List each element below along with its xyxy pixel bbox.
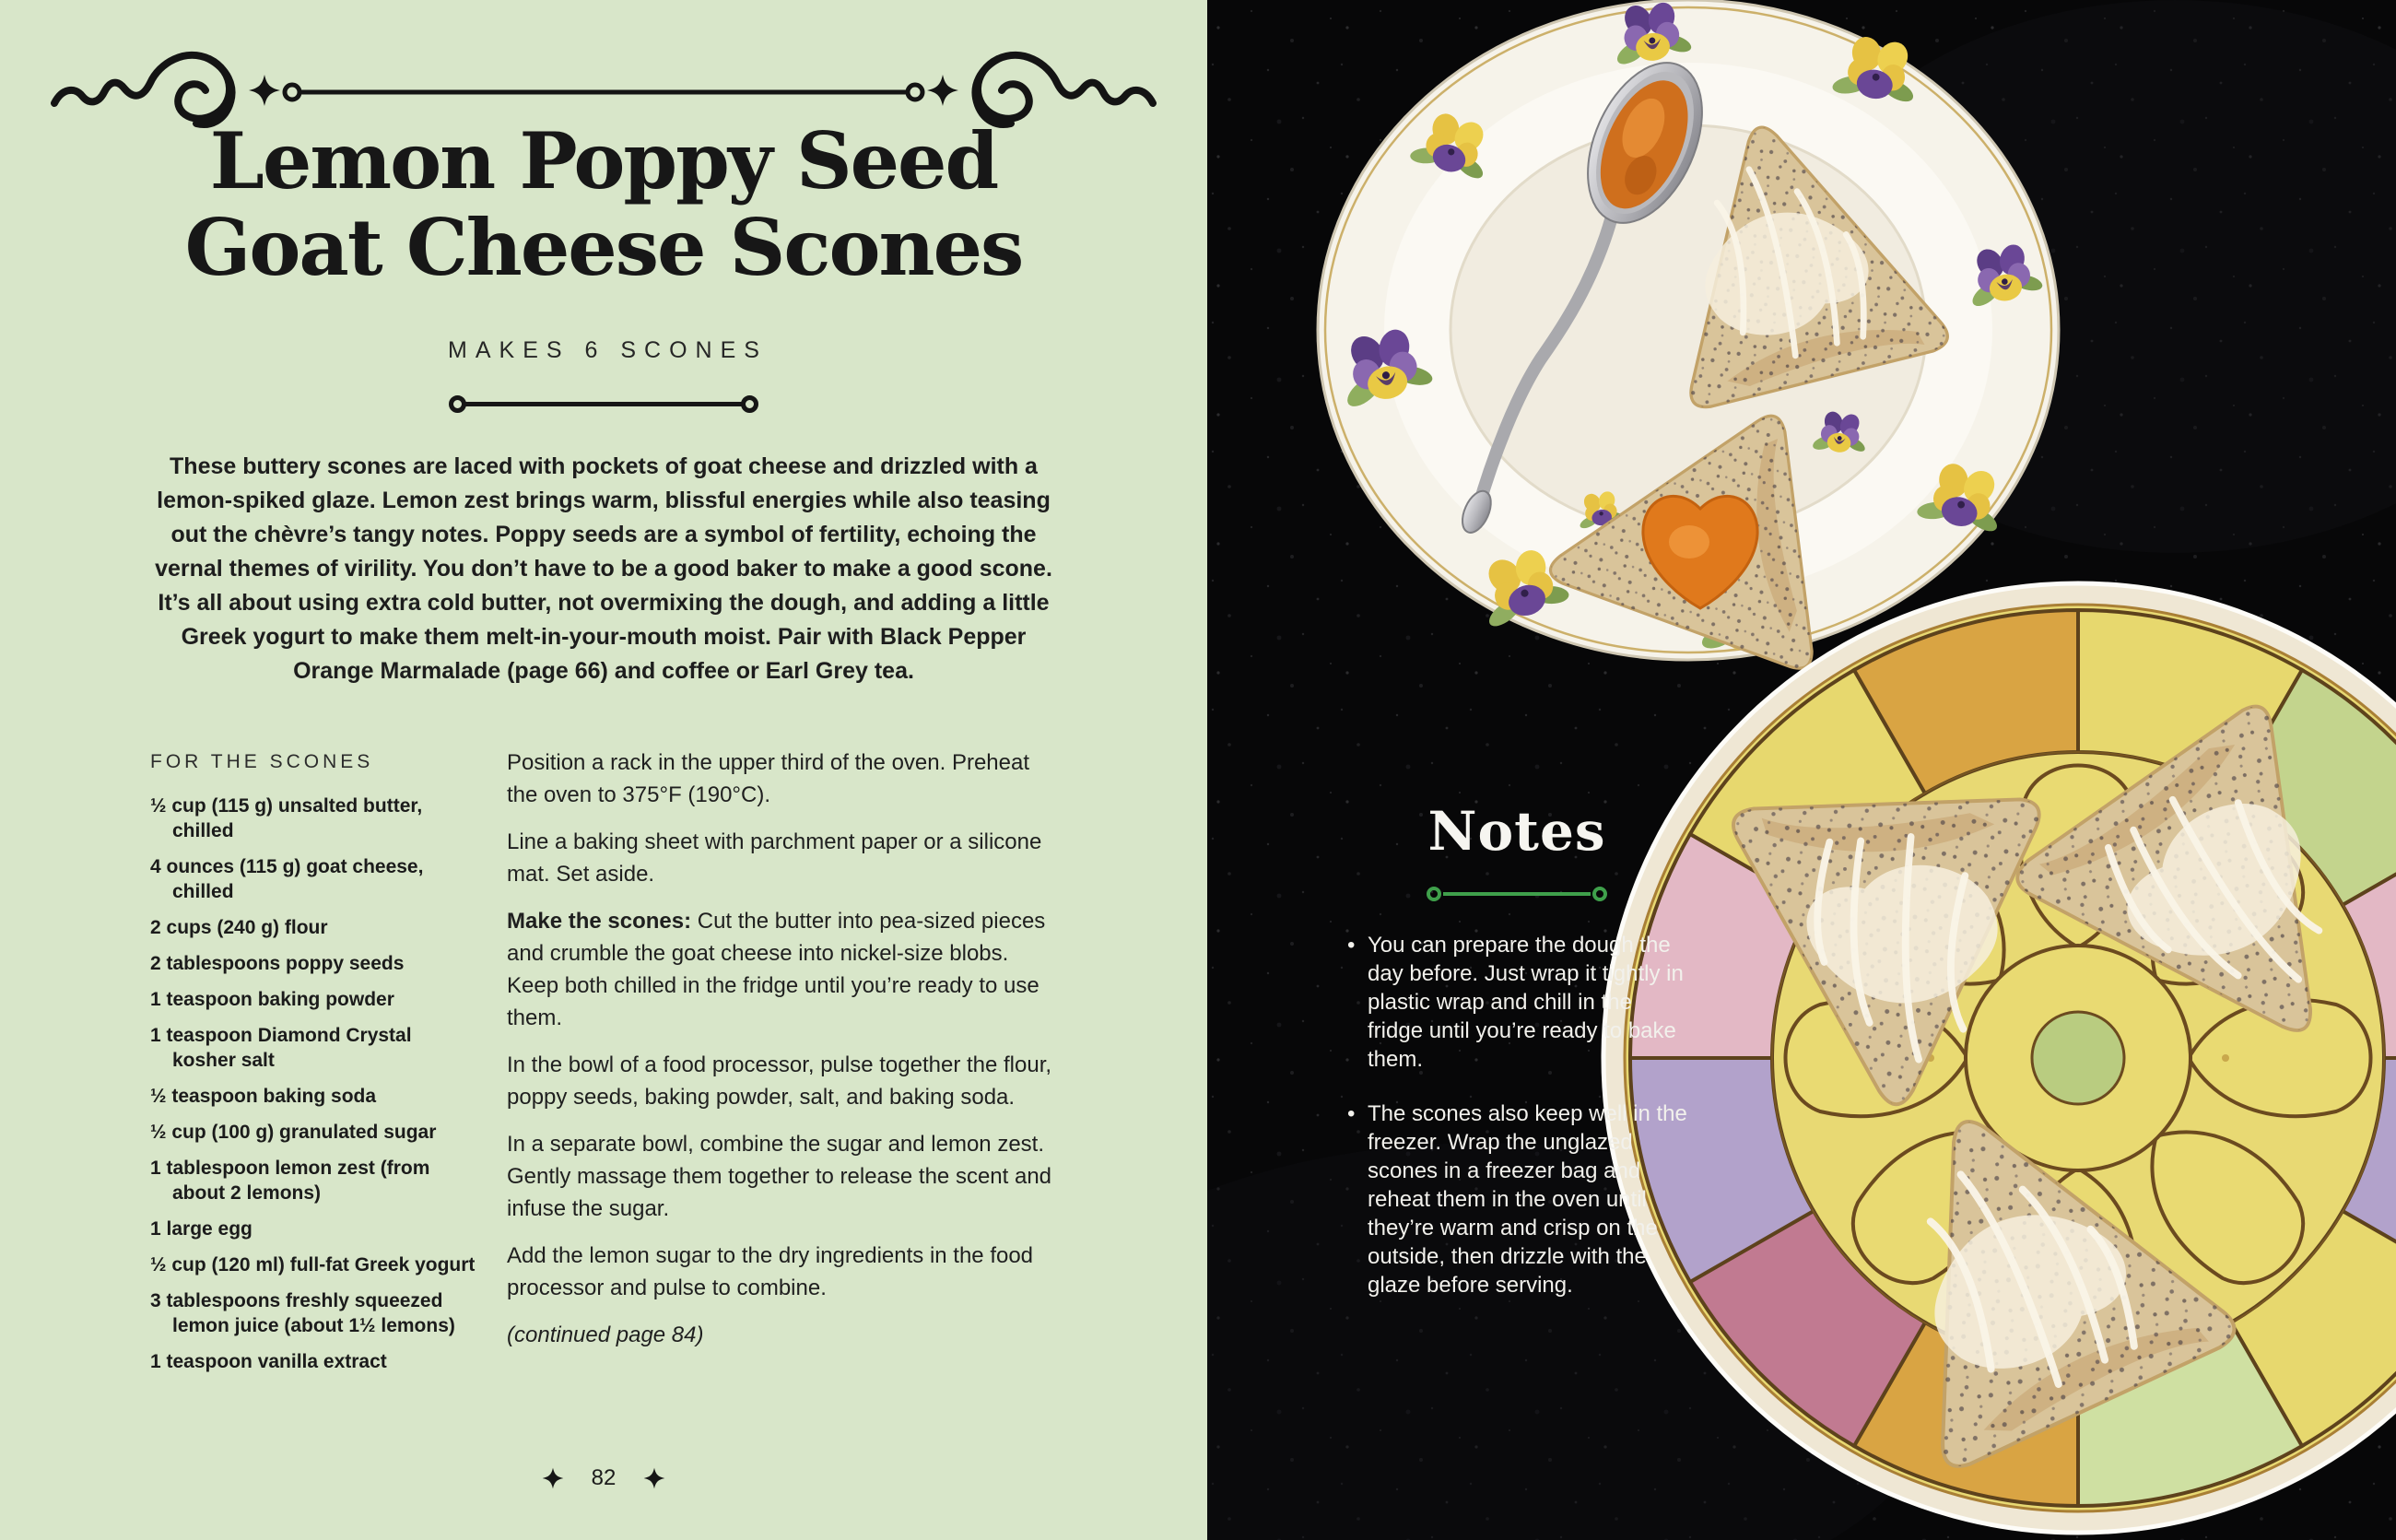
ingredient-item: 1 teaspoon Diamond Crystal kosher salt — [150, 1025, 412, 1071]
sparkle-icon — [542, 1467, 564, 1489]
ingredient-item: 3 tablespoons freshly squeezed lemon juice (about 1½ lemons) — [150, 1290, 455, 1336]
notes-panel — [1345, 800, 1688, 1325]
ingredient-item: 1 teaspoon vanilla extract — [150, 1351, 387, 1372]
note-item: • You can prepare the dough the day before. Just wrap it tightly in plastic wrap and chill in the fridge until you’re ready to bake them. — [1345, 931, 1688, 1074]
continued-note: (continued page 84) — [507, 1323, 704, 1347]
recipe-step: Position a rack in the upper third of the oven. Preheat the oven to 375°F (190°C). — [507, 750, 1030, 807]
page-footer — [0, 1465, 1207, 1491]
ingredient-item: 4 ounces (115 g) goat cheese, chilled — [150, 856, 424, 902]
recipe-step: Add the lemon sugar to the dry ingredients in the food processor and pulse to combine. — [507, 1243, 1034, 1300]
ingredient-item: ½ cup (100 g) granulated sugar — [150, 1122, 437, 1143]
recipe-step: In a separate bowl, combine the sugar and lemon zest. Gently massage them together to release the scent and infuse the sugar. — [507, 1132, 1052, 1221]
recipe-intro: These buttery scones are laced with pockets of goat cheese and drizzled with a lemon-spiked glaze. Lemon zest brings warm, blissful energies while also teasing out the chèvre’s tangy notes. Poppy seeds are a symbol of fertility, echoing the vernal themes of virility. You don’t have to be a good baker to make a good scone. It’s all about using extra cold butter, not overmixing the dough, and adding a little Greek yogurt to make them melt-in-your-mouth moist. Pair with Black Pepper Orange Marmalade (page 66) and coffee or Earl Grey tea. — [155, 453, 1052, 684]
ingredients-header: FOR THE SCONES — [150, 751, 374, 772]
recipe-title — [0, 115, 1207, 293]
recipe-title-line1: Lemon Poppy Seed — [209, 115, 998, 206]
ingredients-list — [150, 794, 478, 1374]
ingredient-item: 1 tablespoon lemon zest (from about 2 lemons) — [150, 1158, 430, 1204]
photo-page — [1207, 0, 2396, 1540]
steps-list — [507, 746, 1060, 1304]
recipe-step: In the bowl of a food processor, pulse together the flour, poppy seeds, baking powder, salt, and baking soda. — [507, 1052, 1052, 1110]
instructions-column — [507, 746, 1060, 1366]
ingredient-item: 1 large egg — [150, 1218, 253, 1240]
ingredient-item: ½ teaspoon baking soda — [150, 1086, 377, 1107]
ingredients-column — [150, 751, 478, 1385]
note-item: • The scones also keep well in the freezer. Wrap the unglazed scones in a freezer bag and reheat them in the oven until they’re warm and crisp on the outside, then drizzle with the glaze before serving. — [1345, 1099, 1688, 1299]
notes-list — [1345, 931, 1688, 1299]
ingredient-item: ½ cup (120 ml) full-fat Greek yogurt — [150, 1254, 476, 1275]
ingredient-item: 2 cups (240 g) flour — [150, 917, 328, 938]
recipe-step: Line a baking sheet with parchment paper or a silicone mat. Set aside. — [507, 829, 1042, 887]
page-number: 82 — [591, 1465, 617, 1490]
sparkle-icon — [643, 1467, 665, 1489]
divider — [465, 402, 742, 406]
ingredient-item: 2 tablespoons poppy seeds — [150, 953, 405, 974]
recipe-title-line2: Goat Cheese Scones — [184, 202, 1023, 293]
recipe-yield: MAKES 6 SCONES — [448, 337, 768, 363]
ingredient-item: ½ cup (115 g) unsalted butter, chilled — [150, 795, 423, 841]
ingredient-item: 1 teaspoon baking powder — [150, 989, 394, 1010]
notes-divider — [1443, 892, 1591, 896]
recipe-step: Make the scones: Cut the butter into pea-sized pieces and crumble the goat cheese into nickel-size blobs. Keep both chilled in the fridge until you’re ready to use them. — [507, 909, 1046, 1030]
notes-title: Notes — [1427, 800, 1606, 863]
